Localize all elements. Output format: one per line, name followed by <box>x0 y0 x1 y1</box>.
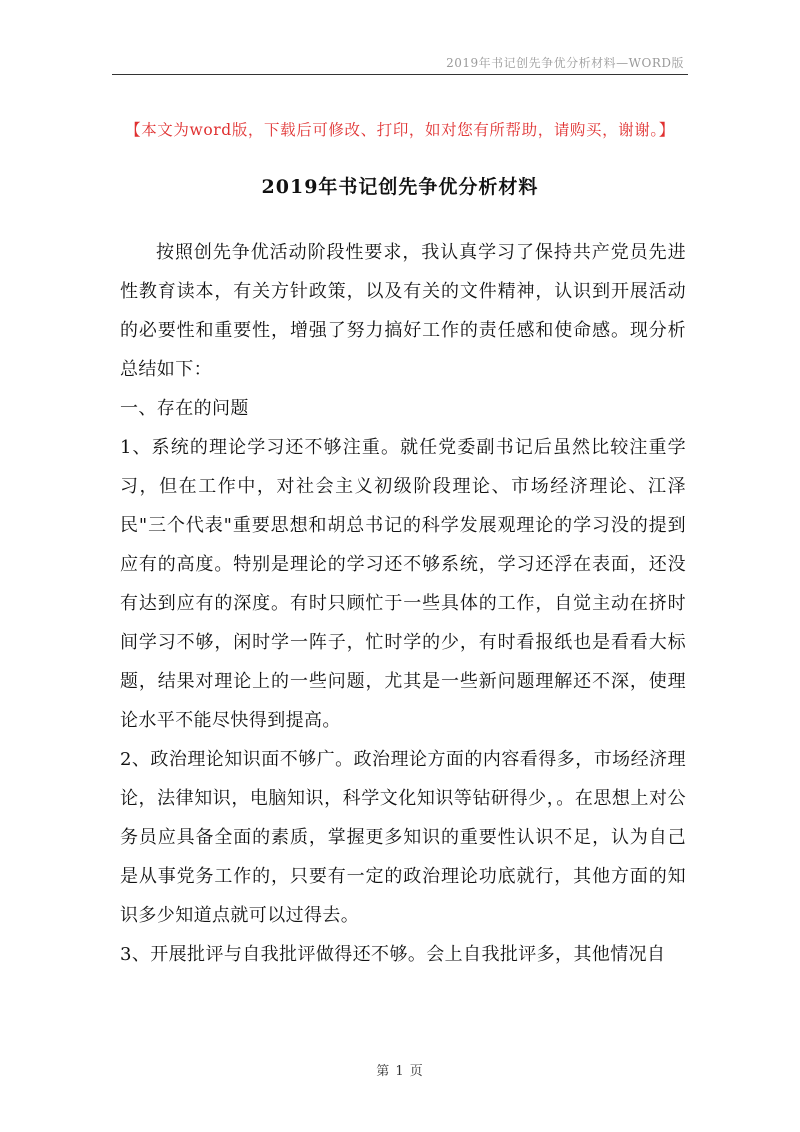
document-title: 2019年书记创先争优分析材料 <box>261 176 539 198</box>
download-notice: 【本文为word版，下载后可修改、打印，如对您有所帮助，请购买，谢谢。】 <box>125 121 675 139</box>
issue-paragraph-1: 1、系统的理论学习还不够注重。就任党委副书记后虽然比较注重学习，但在工作中，对社会主义初级阶段理论、市场经济理论、江泽民"三个代表"重要思想和胡总书记的科学发展观理论的学习没的提到应有的高度。特别是理论的学习还不够系统，学习还浮在表面，还没有达到应有的深度。有时只顾忙于一些具体的工作，自觉主动在挤时间学习不够，闲时学一阵子，忙时学的少，有时看报纸也是看看大标题，结果对理论上的一些问题，尤其是一些新问题理解还不深，使理论水平不能尽快得到提高。 <box>120 437 686 731</box>
running-header: 2019年书记创先争优分析材料—WORD版 <box>446 56 684 70</box>
section-heading: 一、存在的问题 <box>120 398 249 419</box>
page-number: 第 1 页 <box>376 1064 424 1079</box>
header-divider <box>112 74 688 75</box>
issue-paragraph-2: 2、政治理论知识面不够广。政治理论方面的内容看得多，市场经济理论，法律知识，电脑知识，科学文化知识等钻研得少，。在思想上对公务员应具备全面的素质，掌握更多知识的重要性认识不足，认为自己是从事党务工作的，只要有一定的政治理论功底就行，其他方面的知识多少知道点就可以过得去。 <box>120 749 686 926</box>
intro-paragraph: 按照创先争优活动阶段性要求，我认真学习了保持共产党员先进性教育读本，有关方针政策，以及有关的文件精神，认识到开展活动的必要性和重要性，增强了努力搞好工作的责任感和使命感。现分析总结如下： <box>120 242 686 380</box>
issue-paragraph-3: 3、开展批评与自我批评做得还不够。会上自我批评多，其他情况自 <box>120 944 666 965</box>
document-body <box>120 233 686 974</box>
